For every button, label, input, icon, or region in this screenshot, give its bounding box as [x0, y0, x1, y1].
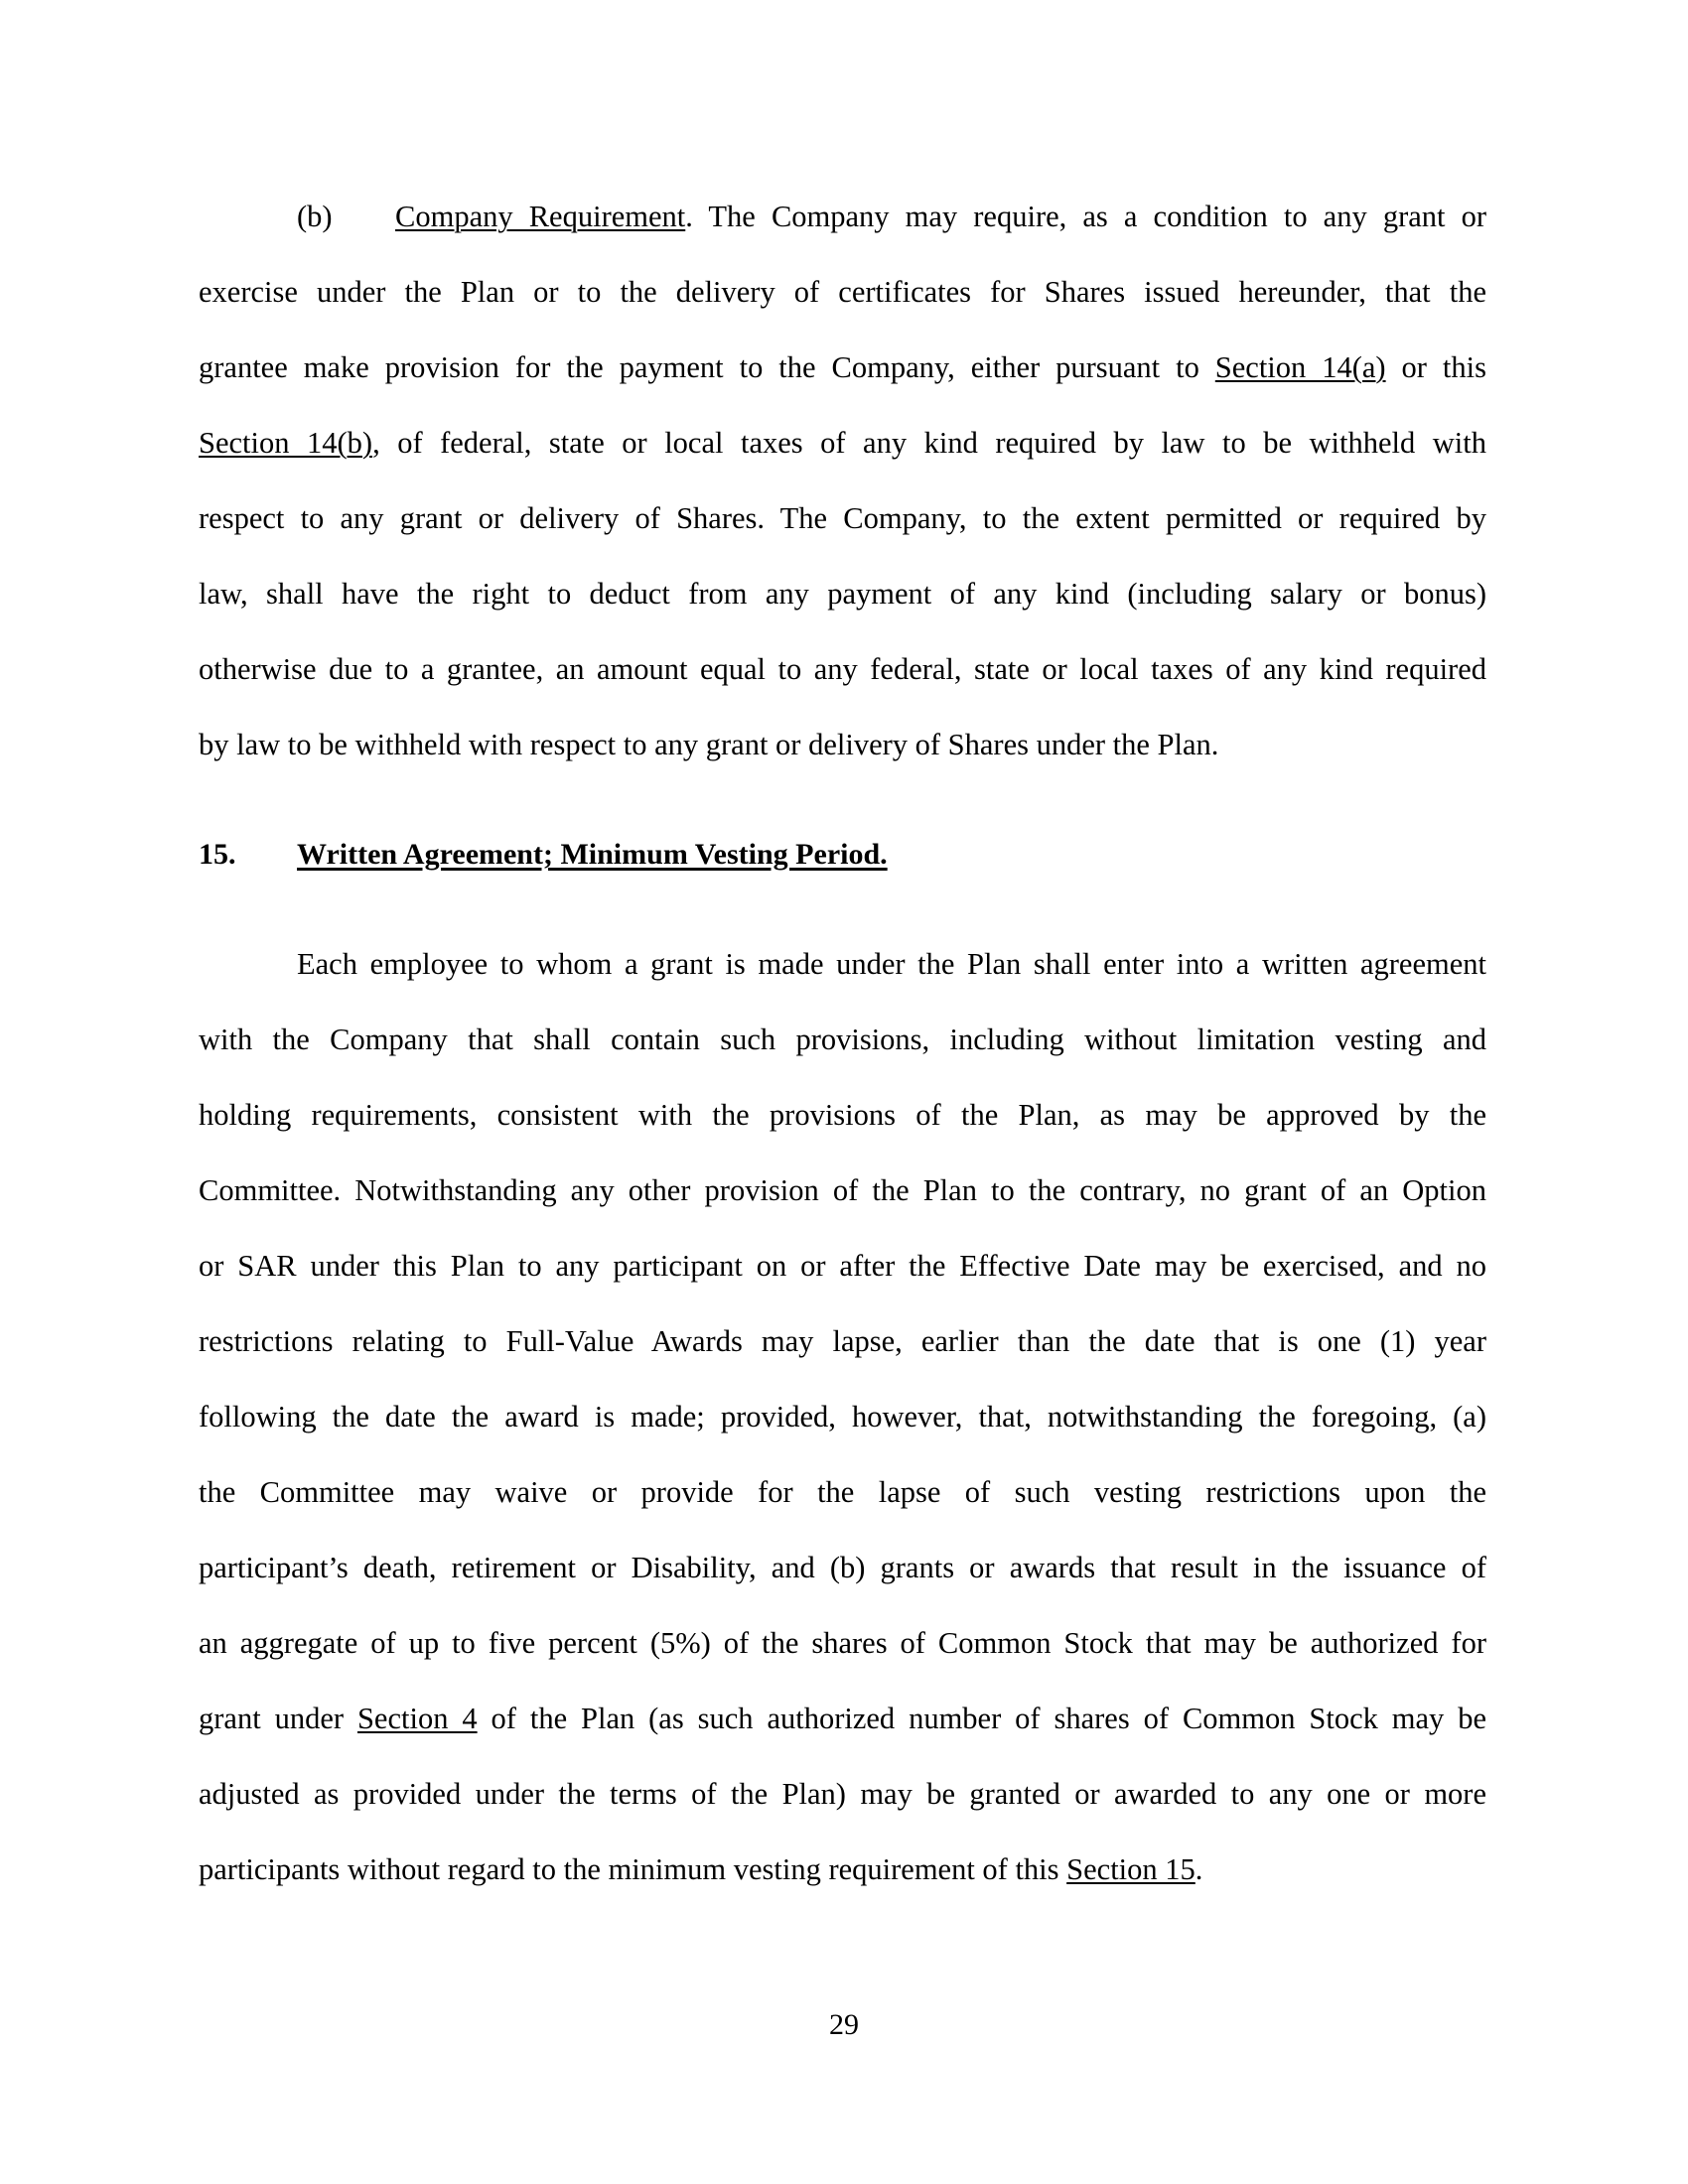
section-4-reference: Section 4 — [356, 1702, 478, 1735]
section-15-reference: Section 15 — [1066, 1852, 1196, 1886]
section-15-line-2: with the Company that shall contain such provisions, including without limitation vesting and — [199, 1023, 1486, 1056]
subsection-b-line-7: otherwise due to a grantee, an amount equal to any federal, state or local taxes of any kind required — [199, 652, 1486, 686]
subsection-label: (b) — [297, 200, 333, 233]
subsection-b-line-3: grantee make provision for the payment to the Company, either pursuant to Section 14(a) or this — [199, 350, 1486, 384]
section-15-line-6: restrictions relating to Full-Value Awards may lapse, earlier than the date that is one (1) year — [199, 1324, 1486, 1358]
page-number: 29 — [829, 2008, 859, 2041]
section-15-line-13: participants without regard to the minimum vesting requirement of this Section 15. — [199, 1852, 1203, 1886]
subsection-b-line-1: (b) Company Requirement. The Company may require, as a condition to any grant or — [297, 200, 1486, 233]
section-number: 15. — [199, 838, 236, 871]
section-15-line-3: holding requirements, consistent with the provisions of the Plan, as may be approved by the — [199, 1098, 1486, 1132]
section-15-line-10: an aggregate of up to five percent (5%) of the shares of Common Stock that may be authorized for — [199, 1626, 1486, 1660]
subsection-b-line-6: law, shall have the right to deduct from any payment of any kind (including salary or bonus) — [199, 577, 1486, 611]
subsection-b-line-2: exercise under the Plan or to the delivery of certificates for Shares issued hereunder, that the — [199, 275, 1486, 309]
section-15-line-8: the Committee may waive or provide for the lapse of such vesting restrictions upon the — [199, 1475, 1486, 1509]
section-15-line-1: Each employee to whom a grant is made under the Plan shall enter into a written agreement — [297, 947, 1486, 981]
section-15-line-5: or SAR under this Plan to any participant on or after the Effective Date may be exercised, and no — [199, 1249, 1486, 1283]
subsection-b-line-5: respect to any grant or delivery of Shares. The Company, to the extent permitted or required by — [199, 501, 1486, 535]
section-14a-reference: Section 14(a) — [1214, 350, 1386, 384]
subsection-b-line-4: Section 14(b), of federal, state or local taxes of any kind required by law to be withheld with — [199, 426, 1486, 460]
section-14b-reference: Section 14(b) — [199, 426, 373, 460]
section-15-line-4: Committee. Notwithstanding any other provision of the Plan to the contrary, no grant of an Option — [199, 1173, 1486, 1207]
section-title: Written Agreement; Minimum Vesting Period. — [297, 838, 888, 871]
section-15-line-12: adjusted as provided under the terms of the Plan) may be granted or awarded to any one or more — [199, 1777, 1486, 1811]
subsection-b-line-8: by law to be withheld with respect to any grant or delivery of Shares under the Plan. — [199, 728, 1219, 761]
section-15-heading — [199, 837, 888, 873]
section-15-line-7: following the date the award is made; provided, however, that, notwithstanding the foregoing, (a) — [199, 1400, 1486, 1433]
section-15-line-11: grant under Section 4 of the Plan (as such authorized number of shares of Common Stock may be — [199, 1702, 1486, 1735]
section-15-line-9: participant’s death, retirement or Disability, and (b) grants or awards that result in the issuance of — [199, 1551, 1486, 1584]
subsection-title: Company Requirement — [395, 200, 686, 233]
